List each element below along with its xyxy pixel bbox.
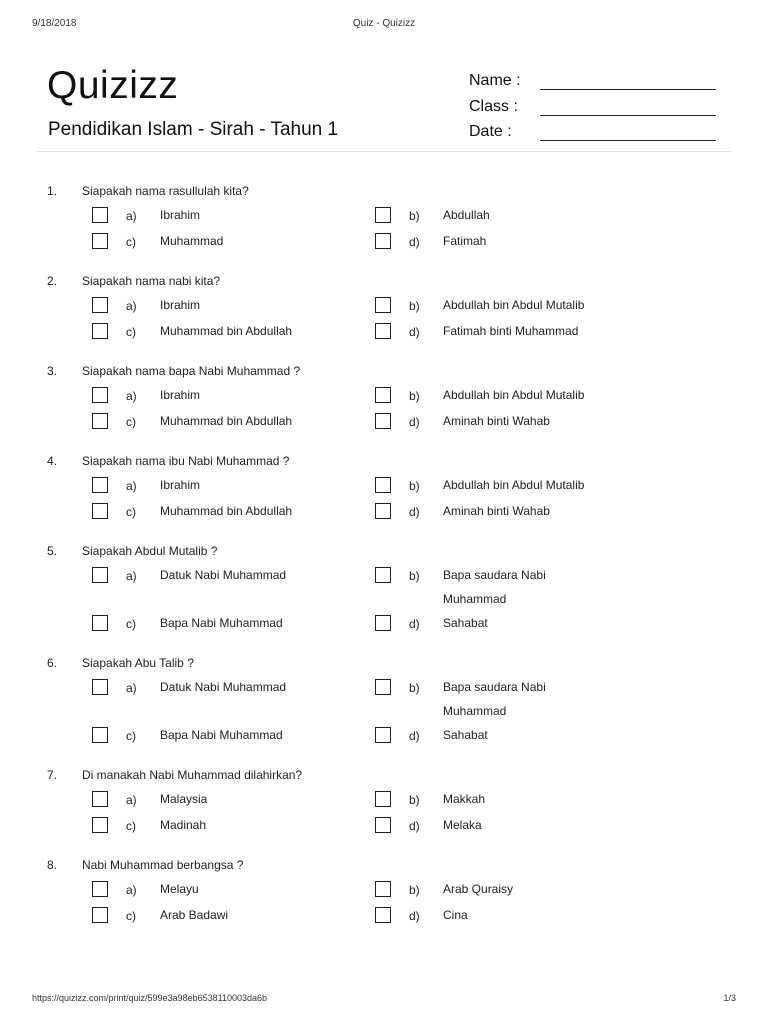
answer-checkbox[interactable] (92, 881, 108, 897)
option[interactable] (375, 410, 645, 436)
answer-checkbox[interactable] (375, 297, 391, 313)
option[interactable] (92, 814, 362, 840)
option[interactable] (92, 878, 362, 904)
option-letter: c) (126, 617, 136, 631)
option-text: Bapa Nabi Muhammad (160, 728, 283, 742)
option[interactable] (92, 384, 362, 410)
option[interactable] (92, 204, 362, 230)
option[interactable] (375, 676, 645, 718)
answer-checkbox[interactable] (92, 615, 108, 631)
answer-checkbox[interactable] (92, 567, 108, 583)
option-text: Fatimah (443, 234, 487, 248)
option-letter: d) (409, 909, 420, 923)
option-letter: d) (409, 729, 420, 743)
question (0, 540, 768, 638)
option-letter: c) (126, 325, 136, 339)
option-letter: d) (409, 325, 420, 339)
option-text: Ibrahim (160, 388, 201, 402)
option-text: Abdullah (443, 208, 490, 222)
answer-checkbox[interactable] (375, 791, 391, 807)
question-text: Siapakah nama ibu Nabi Muhammad ? (82, 454, 290, 468)
option-text: Makkah (443, 792, 486, 806)
answer-checkbox[interactable] (375, 727, 391, 743)
name-label: Name : (469, 72, 521, 89)
option[interactable] (375, 814, 645, 840)
option-letter: b) (409, 209, 420, 223)
option-letter: d) (409, 235, 420, 249)
answer-checkbox[interactable] (375, 615, 391, 631)
option-letter: a) (126, 681, 137, 695)
answer-checkbox[interactable] (92, 297, 108, 313)
answer-checkbox[interactable] (375, 413, 391, 429)
option-text: Muhammad bin Abdullah (160, 414, 293, 428)
answer-checkbox[interactable] (375, 207, 391, 223)
option[interactable] (92, 474, 362, 500)
option-letter: a) (126, 389, 137, 403)
option[interactable] (92, 564, 362, 590)
answer-checkbox[interactable] (92, 791, 108, 807)
question-text: Siapakah nama rasullulah kita? (82, 184, 249, 198)
option-text: Madinah (160, 818, 207, 832)
option-letter: b) (409, 793, 420, 807)
question-list (0, 180, 768, 944)
answer-checkbox[interactable] (92, 679, 108, 695)
answer-checkbox[interactable] (375, 817, 391, 833)
question-number: 5. (47, 544, 58, 558)
option-text: Sahabat (443, 616, 488, 630)
option-letter: a) (126, 883, 137, 897)
option-text: Abdullah bin Abdul Mutalib (443, 478, 585, 492)
question-number: 6. (47, 656, 58, 670)
option-letter: b) (409, 681, 420, 695)
name-row (469, 72, 719, 98)
option[interactable] (92, 676, 362, 702)
option-text: Ibrahim (160, 298, 201, 312)
question-number: 8. (47, 858, 58, 872)
answer-checkbox[interactable] (375, 233, 391, 249)
question-number: 3. (47, 364, 58, 378)
print-date: 9/18/2018 (32, 18, 77, 29)
option-letter: c) (126, 505, 136, 519)
quiz-subtitle: Pendidikan Islam - Sirah - Tahun 1 (48, 119, 339, 140)
question (0, 180, 768, 256)
option-text: Arab Badawi (160, 908, 229, 922)
question-number: 2. (47, 274, 58, 288)
question (0, 764, 768, 840)
option-text: Aminah binti Wahab (443, 414, 550, 428)
option[interactable] (375, 294, 645, 320)
date-label: Date : (469, 123, 512, 140)
option-letter: c) (126, 235, 136, 249)
option-text: Muhammad (160, 234, 224, 248)
option[interactable] (375, 474, 645, 500)
option[interactable] (375, 500, 645, 526)
option-text: Datuk Nabi Muhammad (160, 568, 287, 582)
option-letter: a) (126, 569, 137, 583)
class-label: Class : (469, 97, 518, 115)
option-text: Fatimah binti Muhammad (443, 324, 579, 338)
answer-checkbox[interactable] (375, 907, 391, 923)
answer-checkbox[interactable] (92, 727, 108, 743)
option-letter: d) (409, 819, 420, 833)
date-blank-line (540, 140, 716, 141)
option-letter: c) (126, 415, 136, 429)
option[interactable] (92, 724, 362, 750)
option[interactable] (92, 230, 362, 256)
option-text: Abdullah bin Abdul Mutalib (443, 298, 585, 312)
class-row (469, 98, 719, 124)
option-letter: a) (126, 299, 137, 313)
question (0, 270, 768, 346)
header-divider (36, 151, 732, 152)
option[interactable] (375, 384, 645, 410)
page-number: 1/3 (723, 993, 736, 1003)
option-letter: c) (126, 819, 136, 833)
answer-checkbox[interactable] (92, 207, 108, 223)
option-text: Datuk Nabi Muhammad (160, 680, 287, 694)
option-letter: c) (126, 729, 136, 743)
question (0, 652, 768, 750)
print-header (32, 18, 736, 32)
answer-checkbox[interactable] (92, 503, 108, 519)
answer-checkbox[interactable] (375, 477, 391, 493)
answer-checkbox[interactable] (92, 817, 108, 833)
option-letter: d) (409, 505, 420, 519)
option[interactable] (375, 204, 645, 230)
answer-checkbox[interactable] (92, 477, 108, 493)
option-letter: b) (409, 389, 420, 403)
option-text: Ibrahim (160, 478, 201, 492)
question-number: 1. (47, 184, 58, 198)
option-letter: a) (126, 479, 137, 493)
question-text: Siapakah nama nabi kita? (82, 274, 221, 288)
option-text: Bapa saudara Nabi Muhammad (443, 568, 546, 606)
option[interactable] (375, 724, 645, 750)
print-url[interactable]: https://quizizz.com/print/quiz/599e3a98eb6538110003da6b (32, 993, 268, 1003)
answer-checkbox[interactable] (92, 323, 108, 339)
answer-checkbox[interactable] (92, 413, 108, 429)
option[interactable] (92, 294, 362, 320)
question (0, 360, 768, 436)
option-letter: d) (409, 415, 420, 429)
question (0, 854, 768, 930)
question-text: Siapakah nama bapa Nabi Muhammad ? (82, 364, 301, 378)
option-letter: b) (409, 299, 420, 313)
answer-checkbox[interactable] (375, 323, 391, 339)
answer-checkbox[interactable] (92, 233, 108, 249)
option-text: Muhammad bin Abdullah (160, 324, 293, 338)
option-letter: c) (126, 909, 136, 923)
option[interactable] (92, 500, 362, 526)
option[interactable] (92, 612, 362, 638)
option[interactable] (375, 230, 645, 256)
option-text: Arab Quraisy (443, 882, 514, 896)
option-letter: a) (126, 209, 137, 223)
option[interactable] (92, 904, 362, 930)
option[interactable] (92, 320, 362, 346)
option[interactable] (375, 564, 645, 606)
date-row (469, 123, 719, 149)
question-text: Siapakah Abu Talib ? (82, 656, 194, 670)
option[interactable] (92, 788, 362, 814)
option-letter: b) (409, 479, 420, 493)
question (0, 450, 768, 526)
option[interactable] (375, 320, 645, 346)
option-letter: b) (409, 569, 420, 583)
option-text: Melaka (443, 818, 482, 832)
option-text: Bapa saudara Nabi Muhammad (443, 680, 546, 718)
name-blank-line (540, 89, 716, 90)
answer-checkbox[interactable] (375, 679, 391, 695)
option-text: Melayu (160, 882, 199, 896)
class-blank-line (540, 115, 716, 116)
option-text: Malaysia (160, 792, 208, 806)
option-letter: a) (126, 793, 137, 807)
answer-checkbox[interactable] (375, 881, 391, 897)
option-letter: b) (409, 883, 420, 897)
question-text: Di manakah Nabi Muhammad dilahirkan? (82, 768, 303, 782)
option[interactable] (375, 904, 645, 930)
brand-logo-text: Quizizz (47, 64, 179, 107)
option-text: Aminah binti Wahab (443, 504, 550, 518)
question-text: Nabi Muhammad berbangsa ? (82, 858, 244, 872)
option-text: Cina (443, 908, 468, 922)
option-text: Sahabat (443, 728, 488, 742)
print-title: Quiz - Quizizz (352, 18, 416, 29)
question-number: 7. (47, 768, 58, 782)
answer-checkbox[interactable] (92, 907, 108, 923)
answer-checkbox[interactable] (375, 567, 391, 583)
option-text: Bapa Nabi Muhammad (160, 616, 283, 630)
question-number: 4. (47, 454, 58, 468)
student-info (469, 72, 719, 149)
option-text: Abdullah bin Abdul Mutalib (443, 388, 585, 402)
question-text: Siapakah Abdul Mutalib ? (82, 544, 218, 558)
answer-checkbox[interactable] (92, 387, 108, 403)
option[interactable] (375, 878, 645, 904)
option[interactable] (92, 410, 362, 436)
option-letter: d) (409, 617, 420, 631)
option[interactable] (375, 788, 645, 814)
option[interactable] (375, 612, 645, 638)
option-text: Ibrahim (160, 208, 201, 222)
answer-checkbox[interactable] (375, 503, 391, 519)
option-text: Muhammad bin Abdullah (160, 504, 293, 518)
answer-checkbox[interactable] (375, 387, 391, 403)
